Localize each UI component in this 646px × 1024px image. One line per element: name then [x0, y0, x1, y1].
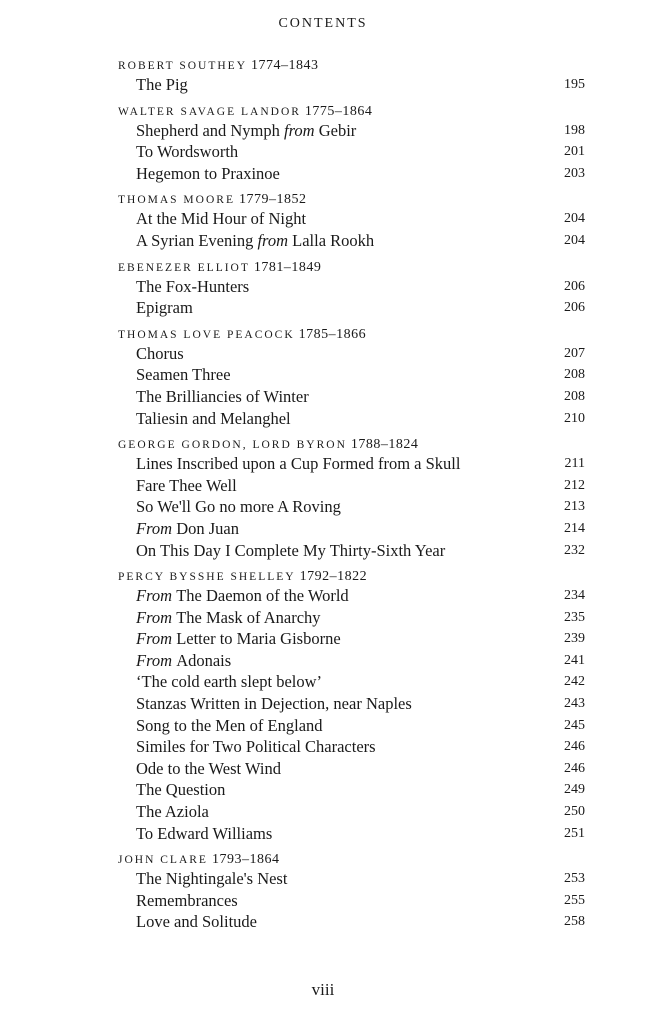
entry-title-text: So We'll Go no more A Roving [136, 497, 341, 517]
entry-title [136, 120, 356, 142]
toc-entry[interactable] [0, 650, 646, 672]
entry-title [136, 758, 281, 780]
entry-title-text: ‘The cold earth slept below’ [136, 672, 323, 692]
entry-title-text: The Aziola [136, 802, 209, 822]
toc-entry[interactable] [0, 141, 646, 163]
entry-page-number: 213 [564, 499, 585, 515]
entry-source: Gebir [318, 120, 357, 140]
entry-title-text: A Syrian Evening [136, 230, 254, 250]
entry-page-number: 212 [564, 477, 585, 493]
entry-list [0, 120, 646, 185]
entry-title-text: Don Juan [176, 518, 239, 538]
author-dates: 1785–1866 [298, 326, 367, 342]
author-heading [0, 437, 646, 453]
toc-entry[interactable] [0, 408, 646, 430]
author-dates: 1792–1822 [299, 569, 368, 585]
toc-entry[interactable] [0, 120, 646, 142]
author-dates: 1793–1864 [211, 852, 280, 868]
author-section [0, 104, 646, 185]
entry-prefix: From [136, 629, 173, 649]
entry-title-text: Lines Inscribed upon a Cup Formed from a Skull [136, 454, 461, 474]
entry-title [136, 890, 238, 912]
entry-page-number: 235 [564, 609, 585, 625]
entry-page-number: 211 [564, 456, 585, 472]
entry-page-number: 210 [564, 410, 585, 426]
entry-prefix: From [136, 586, 173, 606]
toc-entry[interactable] [0, 208, 646, 230]
entry-title [136, 585, 349, 607]
entry-suffix: from [257, 230, 289, 250]
entry-page-number: 214 [564, 520, 585, 536]
toc-entry[interactable] [0, 758, 646, 780]
toc-entry[interactable] [0, 496, 646, 518]
entry-page-number: 198 [564, 122, 585, 138]
entry-title [136, 693, 412, 715]
author-dates: 1775–1864 [304, 103, 373, 119]
entry-title [136, 386, 309, 408]
toc-entry[interactable] [0, 911, 646, 933]
page-title: CONTENTS [278, 16, 368, 31]
toc-entry[interactable] [0, 628, 646, 650]
entry-prefix: From [136, 607, 173, 627]
author-heading [0, 569, 646, 585]
entry-page-number: 250 [564, 804, 585, 820]
entry-page-number: 242 [564, 674, 585, 690]
entry-title [136, 801, 209, 823]
entry-title-text: Song to the Men of England [136, 715, 323, 735]
author-name: ROBERT SOUTHEY [118, 60, 248, 72]
entry-page-number: 203 [564, 165, 585, 181]
entry-page-number: 246 [564, 739, 585, 755]
entry-title-text: The Question [136, 780, 226, 800]
entry-page-number: 249 [564, 782, 585, 798]
toc-entry[interactable] [0, 736, 646, 758]
toc-entry[interactable] [0, 890, 646, 912]
entry-page-number: 258 [564, 914, 585, 930]
author-dates: 1774–1843 [251, 58, 319, 73]
entry-page-number: 243 [564, 696, 585, 712]
entry-title [136, 540, 445, 562]
author-heading [0, 327, 646, 343]
entry-title-text: Shepherd and Nymph [136, 120, 280, 140]
author-section [0, 852, 646, 933]
entry-title-text: Adonais [176, 650, 232, 670]
entry-title-text: The Brilliancies of Winter [136, 386, 309, 406]
author-name: WALTER SAVAGE LANDOR [118, 105, 301, 118]
entry-title-text: The Mask of Anarchy [176, 607, 321, 627]
author-heading [0, 260, 646, 276]
toc-entry[interactable] [0, 607, 646, 629]
entry-title [136, 408, 291, 430]
entry-title-text: The Nightingale's Nest [136, 869, 288, 889]
entry-title [136, 343, 184, 365]
entry-title [136, 628, 341, 650]
entry-title [136, 823, 272, 845]
author-dates: 1781–1849 [253, 259, 322, 275]
entry-title-text: At the Mid Hour of Night [136, 209, 307, 229]
toc-entry[interactable] [0, 230, 646, 252]
entry-page-number: 239 [564, 631, 585, 647]
entry-title [136, 276, 249, 298]
entry-list [0, 74, 646, 96]
toc-entry[interactable] [0, 343, 646, 365]
entry-page-number: 208 [564, 367, 585, 383]
entry-title-text: Love and Solitude [136, 912, 257, 932]
author-heading [0, 58, 646, 74]
toc-entry[interactable] [0, 715, 646, 737]
toc-entry[interactable] [0, 364, 646, 386]
entry-title-text: The Pig [136, 75, 188, 94]
author-heading [0, 192, 646, 208]
entry-title-text: Fare Thee Well [136, 475, 237, 495]
entry-page-number: 195 [564, 77, 585, 92]
author-name: PERCY BYSSHE SHELLEY [118, 571, 296, 584]
entry-title [136, 297, 193, 319]
entry-page-number: 255 [564, 892, 585, 908]
author-name: JOHN CLARE [118, 854, 208, 867]
entry-suffix: from [284, 120, 315, 140]
entry-page-number: 208 [564, 388, 585, 404]
author-name: GEORGE GORDON, LORD BYRON [118, 439, 347, 452]
entry-prefix: From [136, 650, 173, 670]
entry-title-text: Letter to Maria Gisborne [176, 629, 341, 649]
entry-title-text: Chorus [136, 343, 184, 363]
entry-title-text: Remembrances [136, 890, 238, 910]
toc-entry[interactable] [0, 297, 646, 319]
entry-page-number: 246 [564, 760, 585, 776]
toc-entry[interactable] [0, 779, 646, 801]
entry-page-number: 253 [564, 871, 585, 887]
entry-title-text: Epigram [136, 298, 193, 318]
page-number: viii [311, 980, 335, 999]
entry-list [0, 208, 646, 251]
entry-page-number: 204 [564, 211, 585, 227]
entry-page-number: 241 [564, 652, 585, 668]
entry-title [136, 607, 321, 629]
author-name: THOMAS MOORE [118, 194, 235, 207]
entry-list [0, 343, 646, 429]
entry-title [136, 736, 376, 758]
toc-entry[interactable] [0, 453, 646, 475]
author-heading [0, 852, 646, 868]
author-name: EBENEZER ELLIOT [118, 261, 250, 274]
entry-list [0, 276, 646, 319]
author-name: THOMAS LOVE PEACOCK [118, 328, 295, 341]
entry-title [136, 518, 239, 540]
entry-title [136, 364, 231, 386]
entry-title-text: Ode to the West Wind [136, 758, 281, 778]
entry-title [136, 715, 323, 737]
entry-page-number: 204 [564, 232, 585, 248]
entry-title-text: Hegemon to Praxinoe [136, 163, 280, 183]
entry-title-text: To Wordsworth [136, 142, 239, 162]
entry-list [0, 453, 646, 561]
toc-entry[interactable] [0, 386, 646, 408]
author-heading [0, 104, 646, 120]
entry-page-number: 206 [564, 300, 585, 316]
entry-title [136, 650, 231, 672]
author-dates: 1788–1824 [350, 437, 419, 453]
toc-entry[interactable] [0, 801, 646, 823]
toc-entry[interactable] [0, 585, 646, 607]
author-section [0, 327, 646, 429]
toc-entry[interactable] [0, 518, 646, 540]
entry-title [136, 230, 374, 252]
entry-title [136, 453, 460, 475]
entry-title [136, 475, 237, 497]
entry-title [136, 779, 225, 801]
entry-source: Lalla Rookh [292, 230, 375, 250]
entry-title-text: The Daemon of the World [176, 586, 349, 606]
entry-title-text: The Fox-Hunters [136, 276, 250, 296]
author-section [0, 58, 646, 96]
toc-entry[interactable] [0, 868, 646, 890]
entry-list [0, 585, 646, 844]
entry-list [0, 868, 646, 933]
entry-title [136, 163, 280, 185]
author-section [0, 260, 646, 319]
entry-page-number: 251 [564, 825, 585, 841]
toc-entry[interactable] [0, 671, 646, 693]
entry-title-text: Stanzas Written in Dejection, near Naples [136, 694, 412, 714]
entry-page-number: 234 [564, 588, 585, 604]
table-of-contents [0, 58, 646, 941]
entry-page-number: 206 [564, 278, 585, 294]
entry-title [136, 496, 341, 518]
toc-entry[interactable] [0, 74, 646, 96]
author-section [0, 192, 646, 251]
entry-title-text: To Edward Williams [136, 823, 273, 843]
entry-title-text: Similes for Two Political Characters [136, 737, 376, 757]
author-section [0, 437, 646, 561]
entry-title [136, 74, 188, 96]
entry-title-text: Seamen Three [136, 365, 231, 385]
toc-entry[interactable] [0, 163, 646, 185]
toc-entry[interactable] [0, 823, 646, 845]
entry-page-number: 207 [564, 345, 585, 361]
toc-entry[interactable] [0, 276, 646, 298]
entry-title [136, 671, 322, 693]
author-section [0, 569, 646, 844]
entry-title [136, 868, 287, 890]
entry-title [136, 911, 257, 933]
entry-page-number: 245 [564, 717, 585, 733]
entry-page-number: 201 [564, 144, 585, 160]
toc-entry[interactable] [0, 475, 646, 497]
entry-title [136, 208, 306, 230]
toc-entry[interactable] [0, 693, 646, 715]
entry-title-text: On This Day I Complete My Thirty-Sixth Year [136, 540, 446, 560]
entry-page-number: 232 [564, 542, 585, 558]
entry-title [136, 141, 238, 163]
author-dates: 1779–1852 [238, 192, 307, 208]
toc-entry[interactable] [0, 540, 646, 562]
entry-title-text: Taliesin and Melanghel [136, 408, 291, 428]
entry-prefix: From [136, 518, 173, 538]
